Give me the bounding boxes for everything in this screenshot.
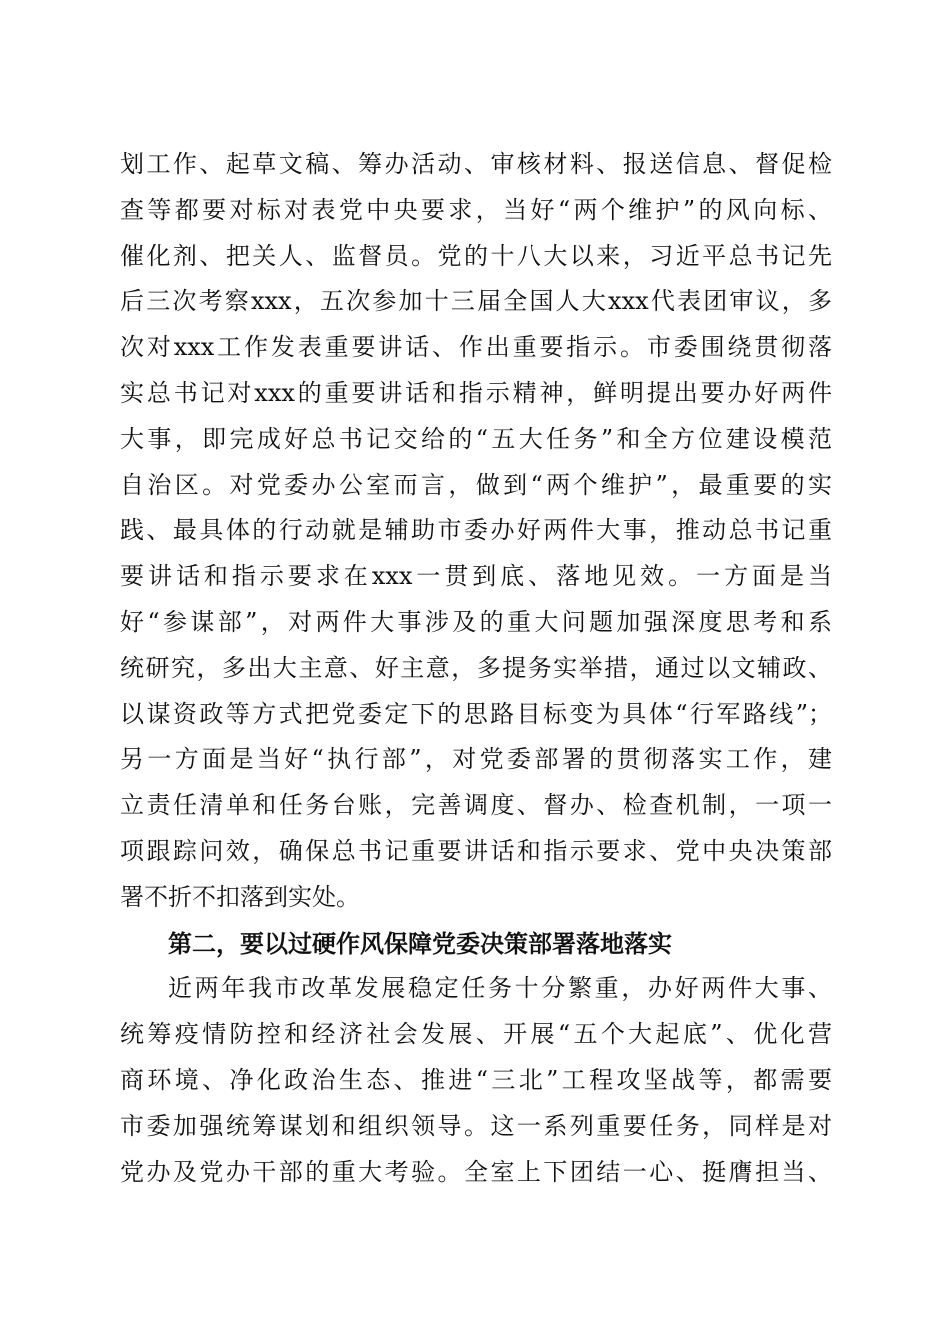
paragraph-line: 统筹疫情防控和经济社会发展、开展“五个大起底”、优化营 <box>120 1020 832 1049</box>
paragraph-line: 划工作、起草文稿、筹办活动、审核材料、报送信息、督促检 <box>120 150 832 178</box>
paragraph-line: 后三次考察xxx，五次参加十三届全国人大xxx代表团审议，多 <box>120 287 832 316</box>
paragraph-line: 好“参谋部”，对两件大事涉及的重大问题加强深度思考和系 <box>120 607 832 636</box>
paragraph-line: 大事，即完成好总书记交给的“五大任务”和全方位建设模范 <box>120 424 832 453</box>
paragraph-line: 践、最具体的行动就是辅助市委办好两件大事，推动总书记重 <box>120 516 832 545</box>
document-body <box>120 142 832 1195</box>
paragraph-line: 次对xxx工作发表重要讲话、作出重要指示。市委围绕贯彻落 <box>120 333 832 362</box>
paragraph-line: 商环境、净化政治生态、推进“三北”工程攻坚战等，都需要 <box>120 1065 832 1094</box>
paragraph-line: 近两年我市改革发展稳定任务十分繁重，办好两件大事、 <box>168 974 832 1003</box>
paragraph-line: 项跟踪问效，确保总书记重要讲话和指示要求、党中央决策部 <box>120 836 832 865</box>
paragraph-line: 市委加强统筹谋划和组织领导。这一系列重要任务，同样是对 <box>120 1111 832 1140</box>
paragraph-line: 自治区。对党委办公室而言，做到“两个维护”，最重要的实 <box>120 470 832 499</box>
paragraph-line: 署不折不扣落到实处。 <box>120 882 360 911</box>
paragraph-line: 要讲话和指示要求在xxx一贯到底、落地见效。一方面是当 <box>120 562 832 591</box>
paragraph-1 <box>120 142 832 921</box>
paragraph-line: 查等都要对标对表党中央要求，当好“两个维护”的风向标、 <box>120 195 832 224</box>
paragraph-line: 催化剂、把关人、监督员。党的十八大以来，习近平总书记先 <box>120 241 832 270</box>
paragraph-line: 以谋资政等方式把党委定下的思路目标变为具体“行军路线”； <box>120 699 832 728</box>
paragraph-line: 统研究，多出大主意、好主意，多提务实举措，通过以文辅政、 <box>120 653 832 682</box>
paragraph-2 <box>120 966 832 1195</box>
paragraph-line: 立责任清单和任务台账，完善调度、督办、检查机制，一项一 <box>120 791 832 820</box>
paragraph-line: 实总书记对xxx的重要讲话和指示精神，鲜明提出要办好两件 <box>120 378 832 407</box>
section-heading: 第二，要以过硬作风保障党委决策部署落地落实 <box>168 928 672 958</box>
paragraph-line: 另一方面是当好“执行部”，对党委部署的贯彻落实工作，建 <box>120 745 832 774</box>
paragraph-line: 党办及党办干部的重大考验。全室上下团结一心、挺膺担当、 <box>120 1157 832 1186</box>
